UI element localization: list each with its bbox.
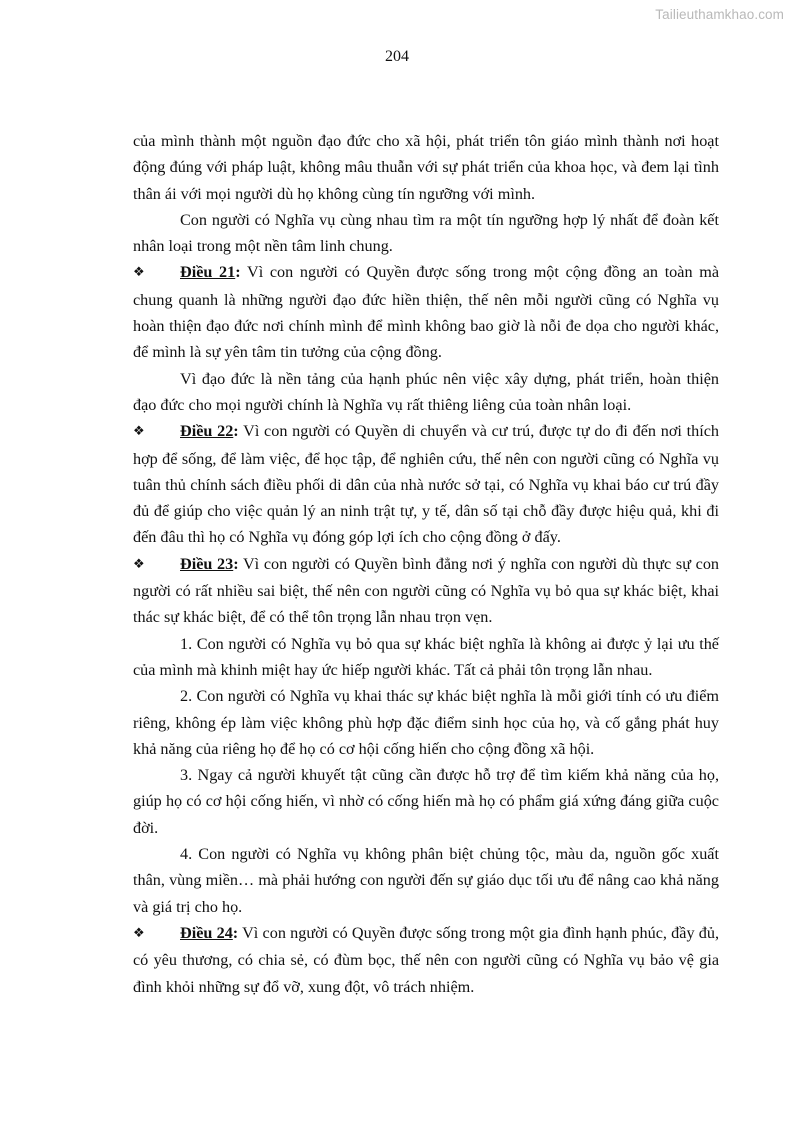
article-23-item-3: 3. Ngay cả người khuyết tật cũng cần được hỗ trợ để tìm kiếm khả năng của họ, giúp họ có cơ hội cống hiến, vì nhờ có cống hiến mà họ có phẩm giá xứng đáng giữa cuộc đời. (133, 766, 719, 837)
article-21-paragraph-1: Vì đạo đức là nền tảng của hạnh phúc nên việc xây dựng, phát triển, hoàn thiện đạo đức cho mọi người chính là Nghĩa vụ rất thiêng liêng của toàn nhân loại. (133, 369, 719, 414)
article-title: Điều 23 (180, 554, 234, 573)
article-text: Vì con người có Quyền được sống trong một gia đình hạnh phúc, đầy đủ, có yêu thương, có chia sẻ, có đùm bọc, thế nên con người cũng có Nghĩa vụ bảo vệ gia đình khỏi những sự đổ vỡ, xung đột, vô trách nhiệm. (133, 923, 720, 996)
article-text: Vì con người có Quyền được sống trong một cộng đồng an toàn mà chung quanh là những người đạo đức hiền thiện, thế nên mỗi người cũng có Nghĩa vụ hoàn thiện đạo đức nơi chính mình để mình không bao giờ là nỗi đe dọa cho người khác, để mình là sự yên tâm tin tưởng của cộng đồng. (133, 263, 720, 362)
article-21: ❖ Điều 21: Vì con người có Quyền được sống trong một cộng đồng an toàn mà chung quanh là những người đạo đức hiền thiện, thế nên mỗi người cũng có Nghĩa vụ hoàn thiện đạo đức nơi chính mình để mình không bao giờ là nỗi đe dọa cho người khác, để mình là sự yên tâm tin tưởng của cộng đồng. (133, 259, 719, 365)
diamond-bullet-icon: ❖ (133, 424, 145, 440)
document-body (133, 128, 719, 1000)
article-text: Vì con người có Quyền di chuyển và cư trú, được tự do đi đến nơi thích hợp để sống, để làm việc, để học tập, để nghiên cứu, thế nên con người cũng có Nghĩa vụ tuân thủ chính sách điều phối di dân của nhà nước sở tại, có Nghĩa vụ khai báo cư trú đầy đủ để giúp cho việc quản lý an ninh trật tự, y tế, dân số tại chỗ đầy được hiệu quả, khi đi đến đâu thì họ có Nghĩa vụ đóng góp lợi ích cho cộng đồng ở đấy. (133, 422, 720, 547)
article-23-item-1: 1. Con người có Nghĩa vụ bỏ qua sự khác biệt nghĩa là không ai được ỷ lại ưu thế của mình mà khinh miệt hay ức hiếp người khác. Tất cả phải tôn trọng lẫn nhau. (133, 634, 719, 679)
diamond-bullet-icon: ❖ (133, 265, 145, 281)
article-title: Điều 22 (180, 422, 234, 441)
article-title: Điều 24 (180, 923, 233, 942)
article-23-item-4: 4. Con người có Nghĩa vụ không phân biệt chủng tộc, màu da, nguồn gốc xuất thân, vùng miền… mà phải hướng con người đến sự giáo dục tối ưu để nâng cao khả năng và giá trị cho họ. (133, 845, 719, 916)
intro-paragraph-2: Con người có Nghĩa vụ cùng nhau tìm ra một tín ngưỡng hợp lý nhất để đoàn kết nhân loại trong một nền tâm linh chung. (133, 210, 719, 256)
intro-paragraph-1: của mình thành một nguồn đạo đức cho xã hội, phát triển tôn giáo mình thành nơi hoạt động đúng với pháp luật, không mâu thuẫn với sự phát triển của khoa học, và đem lại tình thân ái với mọi người dù họ không cùng tín ngưỡng với mình. (133, 132, 719, 203)
page-number: 204 (385, 48, 409, 65)
diamond-bullet-icon: ❖ (133, 556, 145, 572)
article-22: ❖ Điều 22: Vì con người có Quyền di chuyển và cư trú, được tự do đi đến nơi thích hợp để sống, để làm việc, để học tập, để nghiên cứu, thế nên con người cũng có Nghĩa vụ tuân thủ chính sách điều phối di dân của nhà nước sở tại, có Nghĩa vụ khai báo cư trú đầy đủ để giúp cho việc quản lý an ninh trật tự, y tế, dân số tại chỗ đầy được hiệu quả, khi đi đến đâu thì họ có Nghĩa vụ đóng góp lợi ích cho cộng đồng ở đấy. (133, 418, 719, 550)
article-23: ❖ Điều 23: Vì con người có Quyền bình đẳng nơi ý nghĩa con người dù thực sự con người có rất nhiều sai biệt, thế nên con người cũng có Nghĩa vụ bỏ qua sự khác biệt, khai thác sự khác biệt, để có thể tôn trọng lẫn nhau trọn vẹn. (133, 551, 719, 631)
article-text: Vì con người có Quyền bình đẳng nơi ý nghĩa con người dù thực sự con người có rất nhiều sai biệt, thế nên con người cũng có Nghĩa vụ bỏ qua sự khác biệt, khai thác sự khác biệt, để có thể tôn trọng lẫn nhau trọn vẹn. (133, 554, 720, 627)
diamond-bullet-icon: ❖ (133, 925, 145, 941)
article-title: Điều 21 (180, 263, 236, 282)
article-24: ❖ Điều 24: Vì con người có Quyền được sống trong một gia đình hạnh phúc, đầy đủ, có yêu thương, có chia sẻ, có đùm bọc, thế nên con người cũng có Nghĩa vụ bảo vệ gia đình khỏi những sự đổ vỡ, xung đột, vô trách nhiệm. (133, 920, 719, 1000)
article-23-item-2: 2. Con người có Nghĩa vụ khai thác sự khác biệt nghĩa là mỗi giới tính có ưu điểm riêng, không ép làm việc không phù hợp đặc điểm sinh học của họ, và cố gắng phát huy khả năng của riêng họ để họ có cơ hội cống hiến cho cộng đồng xã hội. (133, 687, 719, 758)
watermark: Tailieuthamkhao.com (655, 7, 784, 22)
